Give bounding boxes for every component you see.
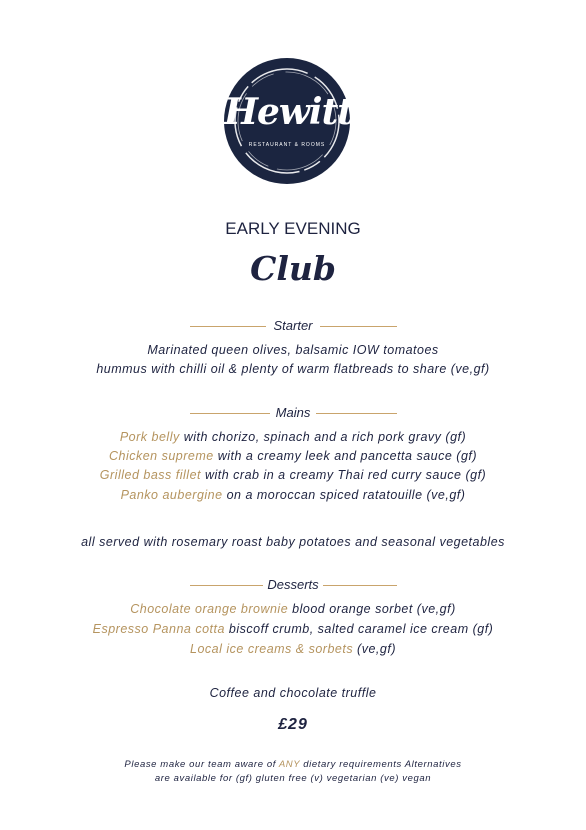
divider-line — [323, 585, 397, 586]
restaurant-logo — [224, 58, 383, 184]
desserts-section-header — [0, 576, 586, 594]
note-highlight: ANY — [278, 759, 301, 770]
starter-line: hummus with chilli oil & plenty of warm flatbreads to share (ve,gf) — [96, 362, 490, 376]
menu-script-title: Club — [250, 249, 336, 288]
menu-price: £29 — [278, 716, 308, 733]
dish-description: (ve,gf) — [353, 642, 396, 656]
mains-section-header — [0, 404, 586, 422]
note-text: dietary requirements Alternatives — [300, 759, 462, 770]
section-label-mains: Mains — [275, 405, 311, 420]
section-label-desserts: Desserts — [267, 577, 319, 592]
logo-name: Hewitt's — [224, 91, 383, 133]
main-item — [0, 486, 586, 504]
main-item — [0, 428, 586, 446]
menu-heading: EARLY EVENING — [225, 219, 361, 238]
dietary-note-line: are available for (gf) gluten free (v) vegetarian (ve) vegan — [154, 773, 432, 784]
dessert-item — [0, 600, 586, 618]
dish-description: biscoff crumb, salted caramel ice cream (gf) — [224, 622, 494, 636]
dish-description: on a moroccan spiced ratatouille (ve,gf) — [222, 488, 466, 502]
dish-name: Local ice creams & sorbets — [190, 642, 354, 656]
divider-line — [190, 326, 266, 327]
logo-subtitle: RESTAURANT & ROOMS — [248, 142, 326, 148]
dish-name: Grilled bass fillet — [99, 468, 201, 482]
dish-name: Espresso Panna cotta — [92, 622, 225, 636]
section-label-starter: Starter — [273, 318, 313, 333]
dish-description: blood orange sorbet (ve,gf) — [288, 602, 456, 616]
divider-line — [320, 326, 397, 327]
mains-sides: all served with rosemary roast baby potatoes and seasonal vegetables — [81, 535, 505, 549]
starter-section-header — [0, 317, 586, 335]
divider-line — [190, 585, 263, 586]
dish-name: Chicken supreme — [108, 449, 214, 463]
dish-name: Pork belly — [119, 430, 180, 444]
starter-line: Marinated queen olives, balsamic IOW tomatoes — [147, 343, 439, 357]
dish-description: with crab in a creamy Thai red curry sauce (gf) — [201, 468, 487, 482]
main-item — [0, 466, 586, 484]
dessert-item — [0, 620, 586, 638]
divider-line — [190, 413, 270, 414]
dish-description: with chorizo, spinach and a rich pork gravy (gf) — [179, 430, 467, 444]
divider-line — [316, 413, 397, 414]
dish-name: Chocolate orange brownie — [130, 602, 289, 616]
dish-name: Panko aubergine — [120, 488, 223, 502]
coffee-line: Coffee and chocolate truffle — [209, 686, 377, 700]
dessert-item — [0, 640, 586, 658]
main-item — [0, 447, 586, 465]
note-text: Please make our team aware of — [124, 759, 279, 770]
dish-description: with a creamy leek and pancetta sauce (gf) — [213, 449, 478, 463]
dietary-note-line — [0, 758, 586, 772]
